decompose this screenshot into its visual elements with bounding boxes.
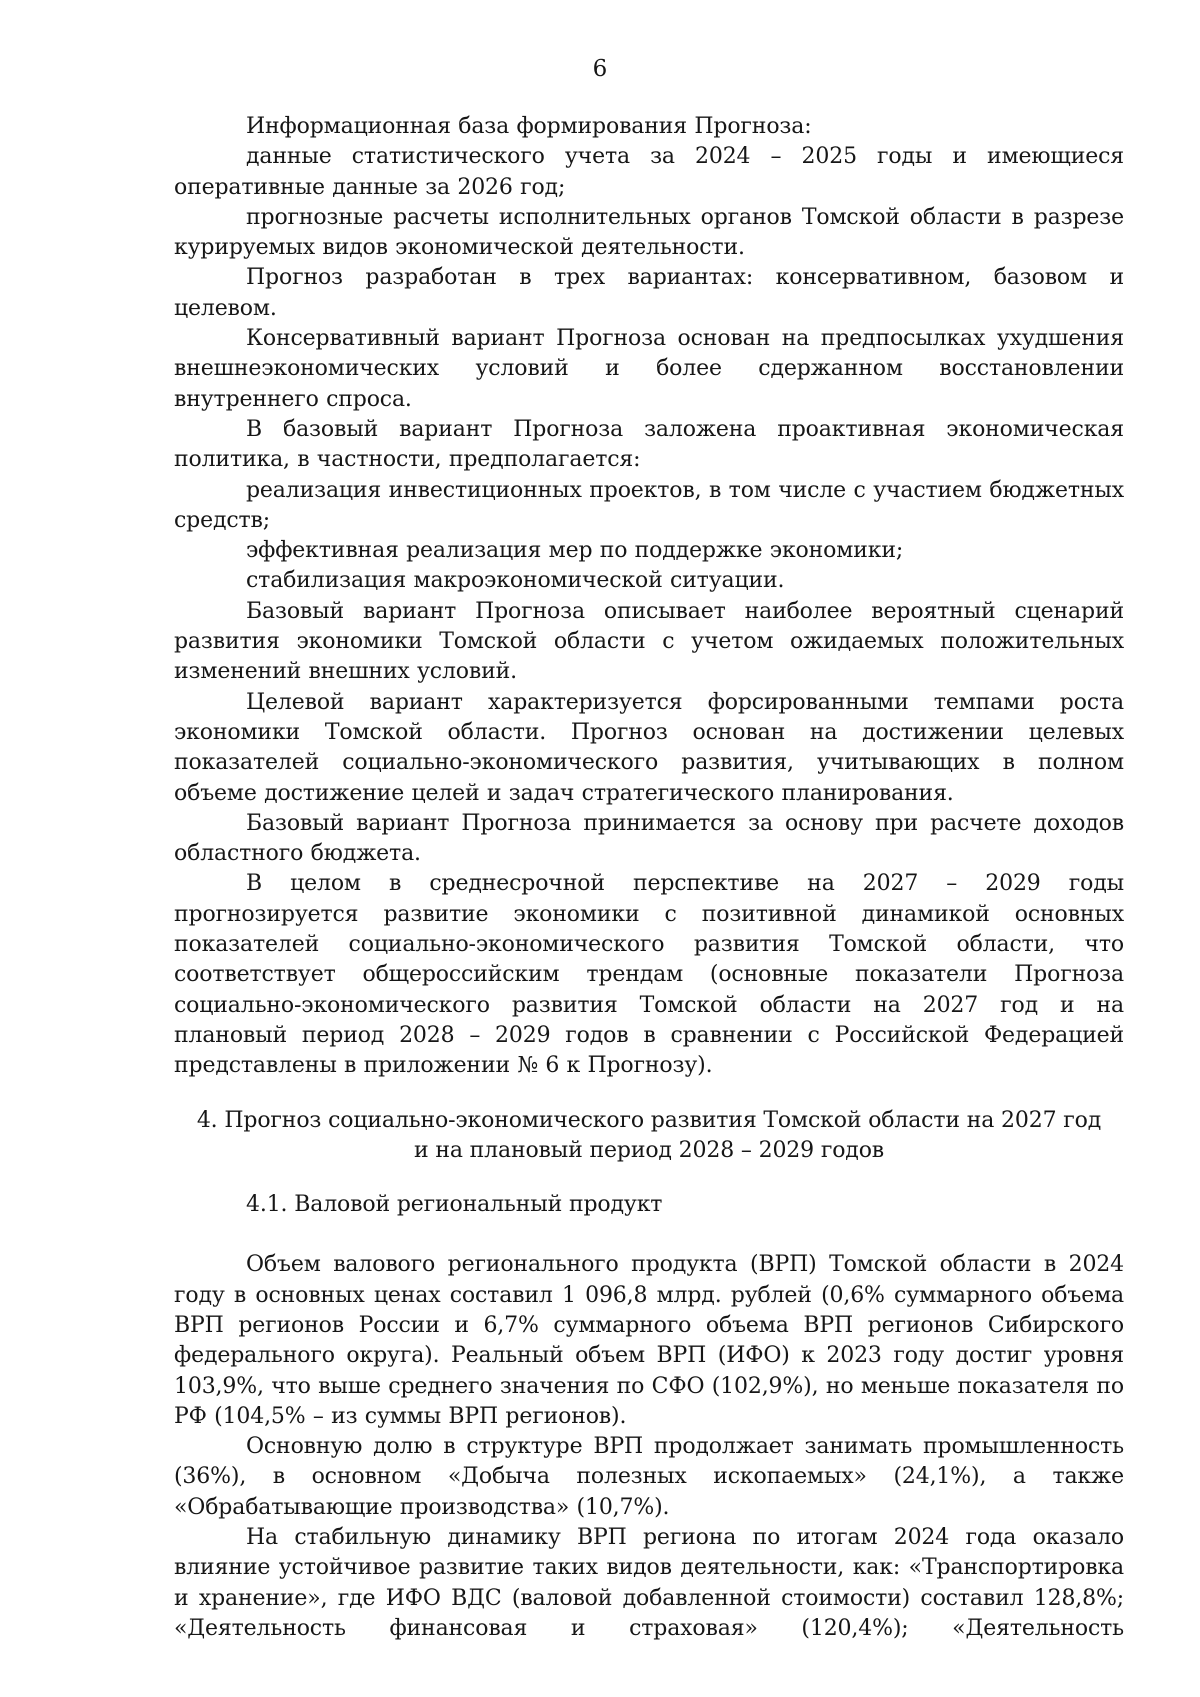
paragraph: В целом в среднесрочной перспективе на 2027 – 2029 годы прогнозируется развитие экономики с позитивной динамикой основных показателей социально-экономического развития Томской области, что соответствует общероссийским трендам (основные показатели Прогноза социально-экономического развития Томской области на 2027 год и на плановый период 2028 – 2029 годов в сравнении с Российской Федерацией представлены в приложении № 6 к Прогнозу).	[174, 871, 1124, 1079]
paragraph: данные статистического учета за 2024 – 2025 годы и имеющиеся оперативные данные за 2026 год;	[174, 144, 1124, 200]
paragraph: Целевой вариант характеризуется форсированными темпами роста экономики Томской области. Прогноз основан на достижении целевых показателей социально-экономического развития, учитывающих в полном объеме достижение целей и задач стратегического планирования.	[174, 689, 1124, 806]
paragraph: Базовый вариант Прогноза описывает наиболее вероятный сценарий развития экономики Томской области с учетом ожидаемых положительных изменений внешних условий.	[174, 598, 1124, 685]
subsection-heading: 4.1. Валовой региональный продукт	[246, 1192, 663, 1218]
paragraph: Объем валового регионального продукта (ВРП) Томской области в 2024 году в основных ценах составил 1 096,8 млрд. рублей (0,6% суммарного объема ВРП регионов России и 6,7% суммарного объема ВРП регионов Сибирского федерального округа). Реальный объем ВРП (ИФО) к 2023 году достиг уровня 103,9%, что выше среднего значения по СФО (102,9%), но меньше показателя по РФ (104,5% – из суммы ВРП регионов).	[174, 1252, 1124, 1429]
list-item: реализация инвестиционных проектов, в том числе с участием бюджетных средств;	[174, 477, 1124, 533]
paragraph: Базовый вариант Прогноза принимается за основу при расчете доходов областного бюджета.	[174, 810, 1124, 867]
paragraph: Основную долю в структуре ВРП продолжает занимать промышленность (36%), в основном «Добыча полезных ископаемых» (24,1%), а также «Обрабатывающие производства» (10,7%).	[174, 1434, 1124, 1520]
paragraph: Прогноз разработан в трех вариантах: консервативном, базовом и целевом.	[174, 265, 1124, 321]
list-item: эффективная реализация мер по поддержке экономики;	[246, 538, 904, 564]
paragraph: Консервативный вариант Прогноза основан на предпосылках ухудшения внешнеэкономических условий и более сдержанном восстановлении внутреннего спроса.	[174, 326, 1124, 412]
list-item: стабилизация макроэкономической ситуации.	[246, 568, 785, 594]
paragraph: На стабильную динамику ВРП региона по итогам 2024 года оказало влияние устойчивое развитие таких видов деятельности, как: «Транспортировка и хранение», где ИФО ВДС (валовой добавленной стоимости) составил 128,8%; «Деятельность финансовая и страховая» (120,4%); «Деятельность	[174, 1525, 1124, 1641]
section-heading-line: 4. Прогноз социально-экономического развития Томской области на 2027 год	[196, 1107, 1102, 1133]
section-heading	[174, 1106, 1124, 1167]
spacer	[174, 1220, 1124, 1250]
paragraph: прогнозные расчеты исполнительных органов Томской области в разрезе курируемых видов экономической деятельности.	[174, 204, 1124, 261]
document-body	[174, 112, 1124, 1644]
page-number: 6	[592, 56, 608, 82]
paragraph: В базовый вариант Прогноза заложена проактивная экономическая политика, в частности, предполагается:	[174, 416, 1124, 473]
paragraph: Информационная база формирования Прогноза:	[246, 114, 812, 139]
section-heading-line: и на плановый период 2028 – 2029 годов	[413, 1137, 885, 1163]
